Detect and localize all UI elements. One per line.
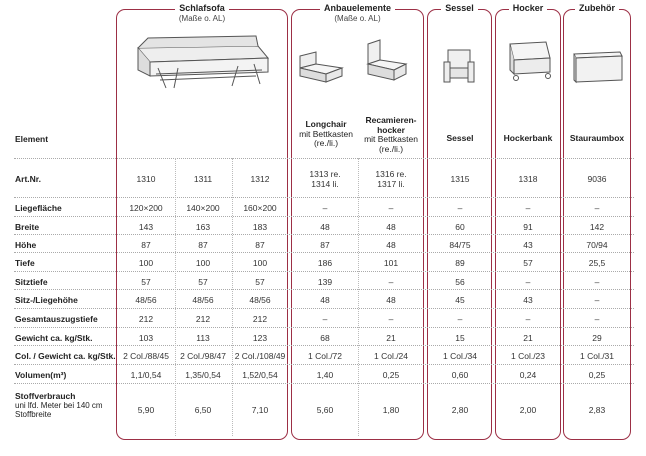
table-cell: 48/56 [192,295,214,305]
table-cell: 113 [196,333,210,343]
table-cell: – [594,295,600,305]
table-cell: 43 [523,295,533,305]
row-separator [14,308,634,309]
table-cell: 2,00 [519,405,537,415]
table-cell: 142 [589,222,605,232]
col-header-sessel: Sessel [446,133,474,143]
element-header: Element [15,134,49,144]
col-header-stauraumbox: Stauraumbox [569,133,625,143]
table-cell: 57 [255,277,265,287]
column-separator [358,158,359,436]
table-cell: 1,80 [382,405,400,415]
table-cell: 100 [195,258,211,268]
table-cell: 0,25 [588,370,606,380]
table-cell: 91 [523,222,533,232]
table-cell: 7,10 [251,405,269,415]
table-cell: 48 [386,222,396,232]
row-label [15,351,116,361]
table-cell: 2,80 [451,405,469,415]
group-title: Sessel [427,3,492,13]
table-cell: 5,90 [137,405,155,415]
table-cell: 48 [320,295,330,305]
table-cell: – [457,203,463,213]
table-cell: 9036 [587,174,607,184]
row-label [15,314,98,324]
table-cell: 1,1/0,54 [130,370,162,380]
row-label [15,277,48,287]
recamieren-hocker-icon [362,30,412,85]
table-cell: 183 [252,222,268,232]
table-cell: 0,60 [451,370,469,380]
table-cell: 68 [320,333,330,343]
table-cell: 1313 re. 1314 li. [309,169,341,189]
table-cell: – [388,314,394,324]
row-label-text: Höhe [15,240,37,250]
row-label-text: Liegefläche [15,203,62,213]
table-cell: 0,24 [519,370,537,380]
group-title: Hocker [495,3,561,13]
storage-bench-icon [504,40,556,86]
table-cell: 212 [138,314,154,324]
table-cell: 15 [455,333,465,343]
row-label-text: Stoffverbrauch [15,391,76,401]
table-cell: 1,40 [316,370,334,380]
table-cell: 1312 [250,174,270,184]
col-header-hockerbank: Hockerbank [503,133,553,143]
col-header-longchair: Longchair mit Bettkasten (re./li.) [299,119,353,148]
storage-box-icon [570,48,626,84]
table-cell: 21 [523,333,533,343]
table-cell: 143 [138,222,154,232]
table-cell: 2,83 [588,405,606,415]
table-cell: 103 [138,333,154,343]
table-cell: 57 [523,258,533,268]
row-label [15,391,105,419]
table-cell: 1310 [136,174,156,184]
row-separator [14,216,634,217]
row-separator [14,158,634,159]
table-cell: 100 [252,258,268,268]
table-cell: 1311 [193,174,213,184]
row-label-text: Volumen(m³) [15,370,67,380]
table-cell: 87 [255,240,265,250]
table-cell: 0,25 [382,370,400,380]
row-separator [14,364,634,365]
row-separator [14,271,634,272]
table-cell: 70/94 [586,240,608,250]
table-cell: 100 [138,258,154,268]
longchair-icon [296,42,346,84]
row-separator [14,289,634,290]
table-cell: 87 [198,240,208,250]
row-separator [14,345,634,346]
row-label [15,258,35,268]
table-cell: 163 [195,222,211,232]
table-cell: 1316 re. 1317 li. [375,169,407,189]
row-label [15,240,36,250]
table-cell: 123 [252,333,268,343]
row-label [15,295,78,305]
table-cell: 48/56 [249,295,271,305]
table-cell: 1 Col./23 [510,351,546,361]
table-cell: 48 [386,295,396,305]
row-separator [14,197,634,198]
row-label-text: Gesamtauszugstiefe [15,314,98,324]
table-cell: 5,60 [316,405,334,415]
table-cell: – [594,277,600,287]
table-cell: 57 [198,277,208,287]
table-cell: 1 Col./72 [307,351,343,361]
row-label-text: Sitz-/Liegehöhe [15,295,78,305]
row-separator [14,327,634,328]
row-label-text: Breite [15,222,40,232]
row-separator [14,383,634,384]
table-cell: 60 [455,222,465,232]
table-cell: 45 [455,295,465,305]
table-cell: – [457,314,463,324]
table-cell: 48 [320,222,330,232]
row-label-text: Sitztiefe [15,277,48,287]
table-cell: 101 [383,258,399,268]
row-label [15,370,66,380]
table-cell: 89 [455,258,465,268]
row-label-text: Col. / Gewicht ca. kg/Stk. [15,351,116,361]
table-cell: 6,50 [194,405,212,415]
table-cell: – [594,203,600,213]
table-cell: 25,5 [588,258,606,268]
row-label-text: Tiefe [15,258,35,268]
table-cell: 1315 [450,174,470,184]
armchair-icon [442,46,478,86]
row-label [15,203,62,213]
table-cell: 57 [141,277,151,287]
table-cell: 48/56 [135,295,157,305]
table-cell: – [322,314,328,324]
table-cell: 21 [386,333,396,343]
table-cell: 212 [195,314,211,324]
group-title: Anbauelemente (Maße o. AL) [291,3,424,24]
row-label-text: Gewicht ca. kg/Stk. [15,333,93,343]
row-label [15,174,41,184]
table-cell: – [525,314,531,324]
row-separator [14,252,634,253]
row-label-text: Art.Nr. [15,174,41,184]
table-cell: 1 Col./31 [579,351,615,361]
table-cell: 1,35/0,54 [185,370,221,380]
table-cell: 84/75 [449,240,471,250]
sofa-bed-icon [128,28,278,90]
row-label [15,222,39,232]
table-cell: 2 Col./98/47 [180,351,226,361]
table-cell: – [594,314,600,324]
row-label-sub: uni lfd. Meter bei 140 cm Stoffbreite [15,401,103,419]
table-cell: 1,52/0,54 [242,370,278,380]
table-cell: – [525,203,531,213]
col-header-recamieren-hocker: Recamieren-hocker mit Bettkasten (re./li.) [364,115,418,154]
table-cell: 87 [141,240,151,250]
table-cell: 140×200 [186,203,220,213]
table-cell: 1318 [518,174,538,184]
table-cell: 1 Col./34 [442,351,478,361]
table-cell: – [388,277,394,287]
table-cell: 2 Col./108/49 [234,351,286,361]
group-title: Schlafsofa (Maße o. AL) [116,3,288,24]
table-cell: 160×200 [243,203,277,213]
table-cell: 43 [523,240,533,250]
row-separator [14,234,634,235]
table-cell: – [525,277,531,287]
table-cell: 2 Col./88/45 [123,351,169,361]
table-cell: 139 [317,277,333,287]
table-cell: 29 [592,333,602,343]
table-cell: 87 [320,240,330,250]
group-title: Zubehör [563,3,631,13]
row-label [15,333,92,343]
table-cell: 186 [317,258,333,268]
table-cell: 120×200 [129,203,163,213]
table-cell: 48 [386,240,396,250]
table-cell: 56 [455,277,465,287]
table-cell: 1 Col./24 [373,351,409,361]
table-cell: 212 [252,314,268,324]
table-cell: – [322,203,328,213]
table-cell: – [388,203,394,213]
